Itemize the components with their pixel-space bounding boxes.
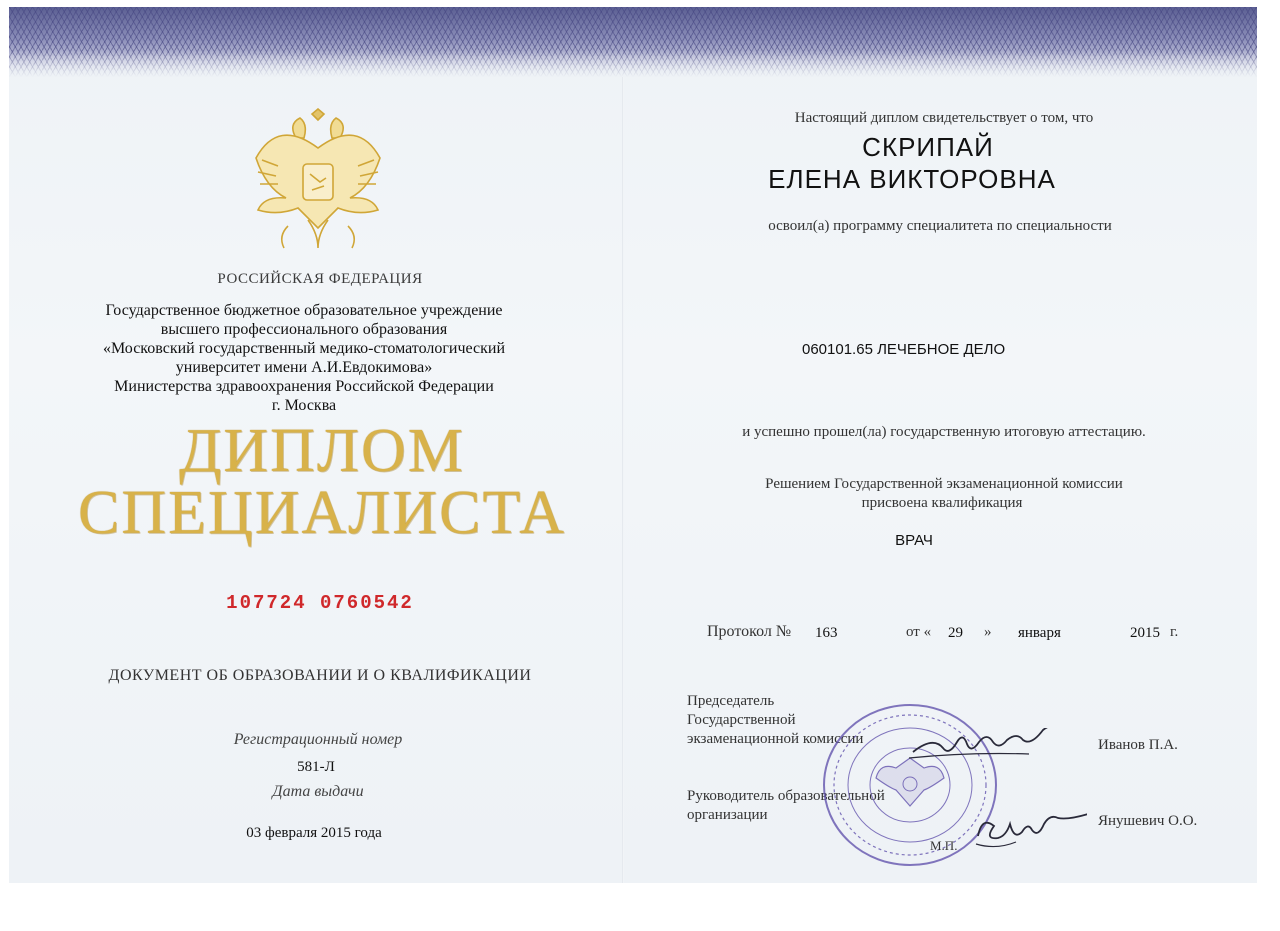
protocol-day: 29	[948, 625, 963, 641]
commission-decision: Решением Государственной экзаменационной комиссии	[765, 476, 1123, 492]
from-label: от «	[906, 624, 932, 640]
issue-date-label: Дата выдачи	[272, 783, 364, 800]
institution-block	[44, 301, 564, 415]
institution-line: «Московский государственный медико-стоматологический	[102, 340, 506, 357]
diploma-subtitle: СПЕЦИАЛИСТА	[77, 479, 567, 547]
head-signature-icon	[972, 806, 1087, 854]
registration-label: Регистрационный номер	[233, 731, 403, 748]
protocol-month: января	[1018, 625, 1061, 641]
program-completed-text: освоил(а) программу специалитета по специальности	[768, 218, 1112, 234]
seal-place-mark: М.П.	[930, 838, 958, 853]
certifies-text: Настоящий диплом свидетельствует о том, что	[794, 110, 1094, 126]
chair-label-line: экзаменационной комиссии	[687, 731, 864, 747]
document-type: ДОКУМЕНТ ОБ ОБРАЗОВАНИИ И О КВАЛИФИКАЦИИ	[108, 667, 532, 684]
chair-label-line: Государственной	[687, 712, 796, 728]
institution-line: высшего профессионального образования	[160, 321, 448, 338]
qualification-assigned-text: присвоена квалификация	[861, 495, 1023, 511]
institution-line: университет имени А.И.Евдокимова»	[175, 359, 433, 376]
institution-line: Государственное бюджетное образовательное учреждение	[105, 302, 503, 319]
graduate-given-names: ЕЛЕНА ВИКТОРОВНА	[768, 164, 1056, 194]
day-close-quote: »	[984, 624, 992, 640]
protocol-label: Протокол №	[707, 623, 792, 640]
registration-number: 581-Л	[297, 759, 335, 775]
graduate-surname: СКРИПАЙ	[862, 132, 994, 162]
protocol-number: 163	[815, 625, 838, 641]
serial-number: 107724 0760542	[226, 592, 414, 614]
issue-date: 03 февраля 2015 года	[246, 825, 382, 841]
chair-label-line: Председатель	[687, 693, 775, 709]
head-name: Янушевич О.О.	[1098, 813, 1198, 829]
page-fold	[622, 77, 624, 883]
head-label-line: организации	[687, 807, 768, 823]
head-label-line: Руководитель образовательной	[687, 788, 885, 804]
attestation-text: и успешно прошел(ла) государственную итоговую аттестацию.	[742, 424, 1146, 440]
chair-signature-icon	[905, 728, 1080, 764]
institution-line: Министерства здравоохранения Российской Федерации	[114, 378, 494, 395]
coat-of-arms-icon	[248, 108, 388, 258]
year-suffix: г.	[1170, 624, 1179, 640]
specialty: 060101.65 ЛЕЧЕБНОЕ ДЕЛО	[802, 341, 1006, 358]
diploma-title: ДИПЛОМ	[179, 417, 465, 485]
country-name: РОССИЙСКАЯ ФЕДЕРАЦИЯ	[217, 271, 423, 287]
protocol-year: 2015	[1130, 625, 1160, 641]
chair-name: Иванов П.А.	[1098, 737, 1178, 753]
institution-line: г. Москва	[271, 397, 337, 414]
qualification: ВРАЧ	[895, 532, 933, 549]
guilloche-border	[9, 7, 1257, 77]
